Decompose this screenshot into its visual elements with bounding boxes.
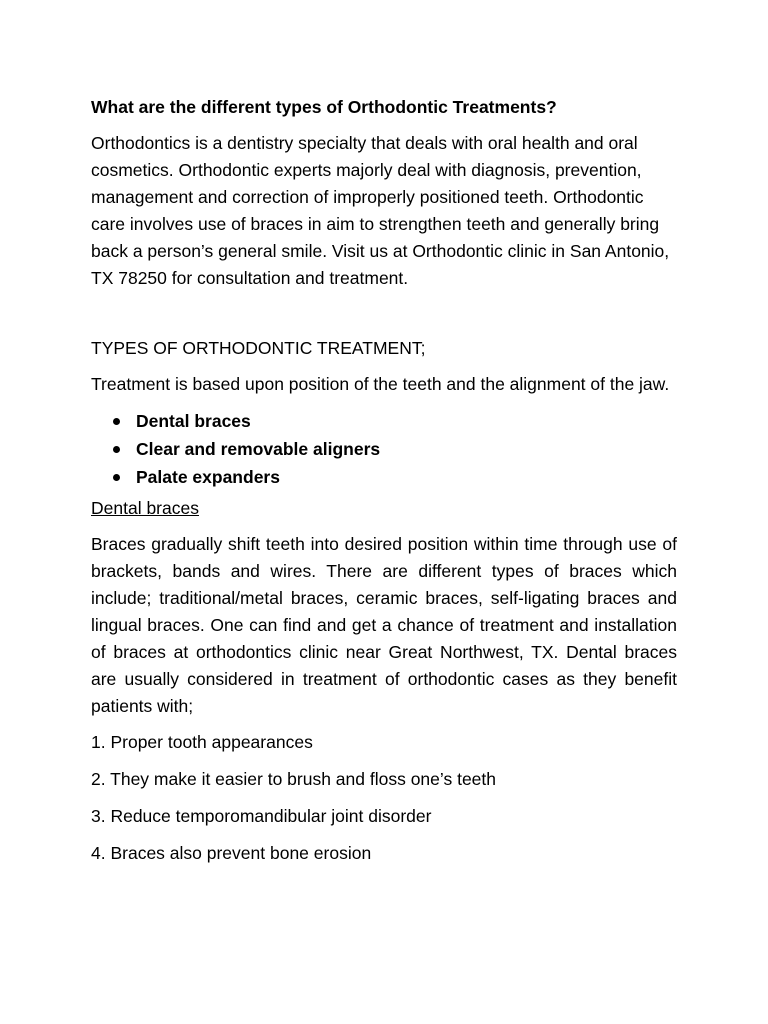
intro-paragraph: Orthodontics is a dentistry specialty that deals with oral health and oral cosmetics. Orthodontic experts majorly deal with diagnosis, prevention, management and correction of improperly positioned teeth. Orthodontic care involves use of braces in aim to strengthen teeth and generally bring back a person’s general smile. Visit us at Orthodontic clinic in San Antonio, TX 78250 for consultation and treatment. [91, 133, 670, 288]
document-body [91, 94, 677, 877]
bullet-item [91, 435, 677, 463]
benefit-item: 4. Braces also prevent bone erosion [91, 843, 372, 863]
braces-paragraph: Braces gradually shift teeth into desired position within time through use of brackets, bands and wires. There are different types of braces which include; traditional/metal braces, ceramic braces, self-ligating braces and lingual braces. One can find and get a chance of treatment and installation of braces at orthodontics clinic near Great Northwest, TX. Dental braces are usually considered in treatment of orthodontic cases as they benefit patients with; [91, 534, 677, 716]
bullet-dot-icon [113, 474, 120, 481]
benefit-item: 1. Proper tooth appearances [91, 732, 313, 752]
benefit-item: 2. They make it easier to brush and floss one’s teeth [91, 769, 497, 789]
braces-heading: Dental braces [91, 498, 199, 518]
bullet-dot-icon [113, 446, 120, 453]
bullet-dot-icon [113, 418, 120, 425]
treatment-bullet-list [91, 407, 677, 491]
types-intro-paragraph: Treatment is based upon position of the teeth and the alignment of the jaw. [91, 374, 670, 394]
bullet-item [91, 407, 677, 435]
benefit-item: 3. Reduce temporomandibular joint disorder [91, 806, 432, 826]
bullet-text: Dental braces [136, 411, 251, 431]
document-title: What are the different types of Orthodontic Treatments? [91, 97, 557, 117]
bullet-item [91, 463, 677, 491]
bullet-text: Palate expanders [136, 467, 280, 487]
types-heading: TYPES OF ORTHODONTIC TREATMENT; [91, 338, 426, 358]
benefits-list [91, 729, 677, 867]
bullet-text: Clear and removable aligners [136, 439, 381, 459]
